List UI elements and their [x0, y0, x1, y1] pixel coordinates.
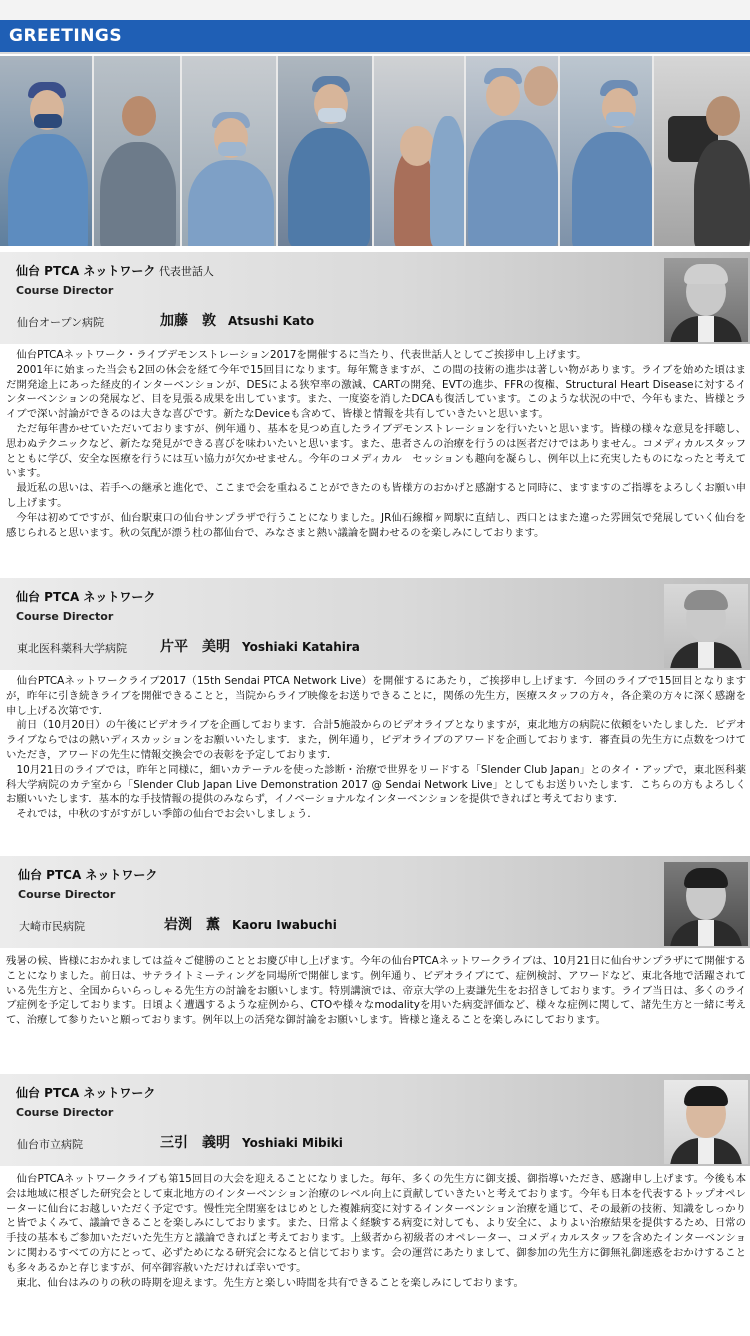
- greeting-text-katahira: 仙台PTCAネットワークライブ2017（15th Sendai PTCA Network Live）を開催するにあたり，ご挨拶申し上げます．今回のライブで15回目となりますが，昨年に引き続きライブを開催できることと，当院からライブ映像をお送りできることに，関係の先生方，医療スタッフの方々，各企業の方々に深く感謝を申し上げる次第です． 前日（10月20日）の午後にビデオライブを企画しております．合計5施設からのビデオライブとなりますが，東北地方の病院に依頼をいたしました．ビデオライブならではの熱いディスカッションをお願いいたします．また，例年通り，ビデオライブのアワードを企画しております．審査員の先生方に点数をつけていただき，アワードの先生に情報交換会での表彰を予定しております． 10月21日のライブでは，昨年と同様に，細いカテーテルを使った診断・治療で世界をリードする「Slender Club Japan」とのタイ・アップで，東北医科薬科大学病院のカテ室から「Slender Club Japan Live Demonstration 2017 @ Sendai Network Live」としてもお送りいたします．こちらの方もよろしくお願いいたします．基本的な手技情報の提供のみならず，イノベーショナルなインターベンションを提供できればと考えております． それでは，中秋のすがすがしい季節の仙台でお会いしましょう．: [6, 675, 746, 821]
- greeting-section-katahira: [0, 578, 750, 670]
- role-label: Course Director: [18, 888, 116, 901]
- surgeon-photo-4: [278, 56, 374, 246]
- org-label: 仙台 PTCA ネットワーク: [16, 590, 156, 604]
- director-name: 片平 美明 Yoshiaki Katahira: [160, 639, 360, 655]
- surgeon-photo-6: [466, 56, 560, 246]
- portrait-photo: [664, 584, 748, 668]
- org-label: 仙台 PTCA ネットワーク 代表世話人: [16, 264, 214, 278]
- surgeon-photo-5: [374, 56, 466, 246]
- page-title: GREETINGS: [9, 26, 123, 46]
- role-label: Course Director: [16, 1106, 114, 1119]
- greetings-header: [0, 20, 750, 54]
- greeting-section-mibiki: [0, 1074, 750, 1166]
- photo-strip: [0, 56, 750, 246]
- surgeon-photo-3: [182, 56, 278, 246]
- surgeon-photo-8: [654, 56, 750, 246]
- director-name: 岩渕 薫 Kaoru Iwabuchi: [164, 917, 337, 933]
- hospital-label: 仙台オープン病院: [17, 316, 105, 329]
- portrait-photo: [664, 862, 748, 946]
- director-name: 三引 義明 Yoshiaki Mibiki: [160, 1135, 343, 1151]
- portrait-photo: [664, 1080, 748, 1164]
- greeting-text-kato: 仙台PTCAネットワーク・ライブデモンストレーション2017を開催するに当たり、代表世話人としてご挨拶申し上げます。 2001年に始まった当会も2回の休会を経て今年で15回目になります。毎年驚きますが、この間の技術の進歩は著しい物があります。ライブを始めた頃はまだ開発途上にあった経皮的インターベンションが、DESによる狭窄率の激減、CARTの開発、EVTの進歩、FFRの復権、Structural Heart Diseaseに対するインターベンションの発展など、目を見張る成果を出しています。また、一度姿を消したDCAも復活しています。このような状況の中で、今年もまた、皆様とライブで深い討論ができるのは大きな喜びです。新たなDeviceも含めて、皆様と情報を共有していきたいと思います。 ただ毎年書かせていただいておりますが、例年通り、基本を見つめ直したライブデモンストレーションを行いたいと思います。皆様の様々な意見を拝聴し、思わぬテクニックなど、新たな発見ができる喜びを味わいたいと思います。また、患者さんの治療を行うのは医者だけではありません。コメディカルスタッフとともに学び、安全な医療を行うには互い協力が欠かせません。今年のコメディカル セッションも趣向を凝らし、例年以上に充実したものになったと考えています。 最近私の思いは、若手への継承と進化で、ここまで会を重ねることができたのも皆様方のおかげと感謝すると同時に、ますますのご指導をよろしくお願い申し上げます。 今年は初めてですが、仙台駅東口の仙台サンプラザで行うことになりました。JR仙石線榴ヶ岡駅に直結し、西口とはまた違った雰囲気で発展していく仙台を感じられると思います。秋の気配が漂う杜の都仙台で、みなさまと熱い議論を闘わせるのを楽しみにしております。: [6, 349, 746, 539]
- greeting-text-mibiki: 仙台PTCAネットワークライブも第15回目の大会を迎えることになりました。毎年、多くの先生方に御支援、御指導いただき、感謝申し上げます。今後も本会は地域に根ざした研究会として東北地方のインターベンション治療のレベル向上に貢献していきたいと考えております。今年も日本を代表するトップオペレーターに仙台にお越しいただく予定です。慢性完全閉塞をはじめとした複雑病変に対するインターベンション治療を通じて、その最新の技術、知識をしっかりと皆でよくみて、議論できることを楽しみにしております。また、日常よく経験する病変に対しても、より安全に、よりよい治療結果を提供するため、日常の手技の基本もご参加いただいた先生方と議論できればと考えております。上級者から初級者のオペレーター、コメディカルスタッフを含めたインターベンションに関わるすべての方にとって、必ずためになる研究会になると信じております。会の運営にあたりまして、御参加の先生方に御無礼御迷惑をおかけすることも多々あるかと存じますが、何卒御容赦いただければ幸いです。 東北、仙台はみのりの秋の時期を迎えます。先生方と楽しい時間を共有できることを楽しみにしております。: [6, 1173, 746, 1289]
- portrait-photo: [664, 258, 748, 342]
- director-name: 加藤 敦 Atsushi Kato: [160, 313, 315, 329]
- hospital-label: 大崎市民病院: [19, 920, 85, 933]
- greeting-section-kato: [0, 252, 750, 344]
- hospital-label: 仙台市立病院: [17, 1138, 83, 1151]
- greeting-text-iwabuchi: 残暑の候、皆様におかれましては益々ご健勝のこととお慶び申し上げます。今年の仙台PTCAネットワークライブは、10月21日に仙台サンプラザにて開催することになりました。前日は、サテライトミーティングを同場所で開催します。例年通り、ビデオライブにて、症例検討、アワードなど、東北各地で活躍されている先生方と、全国からいらっしゃる先生方の討論をお願いします。特別講演では、帝京大学の上妻謙先生をお招きしております。ライブ当日は、多くのライブ症例を予定しております。日頃よく遭遇するような症例から、CTOや様々なmodalityを用いた病変評価など、様々な症例に関して、諸先生方と一緒に考えて、治療して参りたいと願っております。例年以上の活発な御討論をお願いします。皆様と逢えることを楽しみにしております。: [6, 955, 746, 1027]
- surgeon-photo-7: [560, 56, 654, 246]
- hospital-label: 東北医科薬科大学病院: [17, 642, 127, 655]
- org-label: 仙台 PTCA ネットワーク: [18, 868, 158, 882]
- top-bar: [0, 0, 750, 20]
- surgeon-photo-2: [94, 56, 182, 246]
- role-label: Course Director: [16, 610, 114, 623]
- role-label: Course Director: [16, 284, 114, 297]
- greeting-section-iwabuchi: [0, 856, 750, 948]
- surgeon-photo-1: [0, 56, 94, 246]
- org-label: 仙台 PTCA ネットワーク: [16, 1086, 156, 1100]
